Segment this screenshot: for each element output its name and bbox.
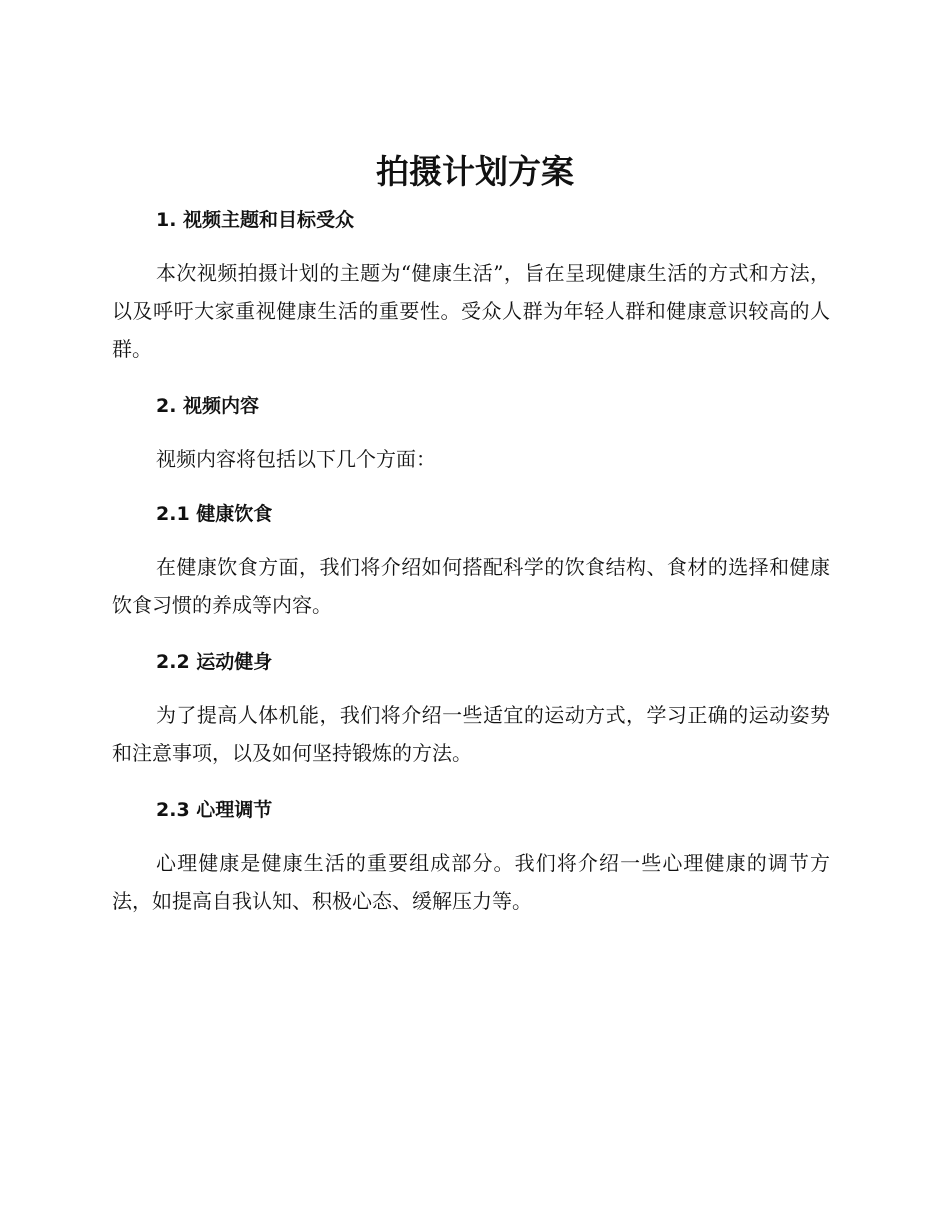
section-mental-adjustment	[112, 790, 830, 920]
section-paragraph: 为了提高人体机能，我们将介绍一些适宜的运动方式，学习正确的运动姿势和注意事项，以及如何坚持锻炼的方法。	[112, 703, 830, 765]
section-exercise-fitness	[112, 642, 830, 772]
section-video-content	[112, 386, 830, 478]
section-heading: 2.1 健康饮食	[156, 503, 273, 525]
section-heading: 1. 视频主题和目标受众	[156, 209, 355, 231]
section-heading: 2. 视频内容	[156, 395, 260, 417]
section-paragraph: 视频内容将包括以下几个方面：	[156, 447, 436, 471]
section-healthy-diet	[112, 494, 830, 624]
section-paragraph: 心理健康是健康生活的重要组成部分。我们将介绍一些心理健康的调节方法，如提高自我认知、积极心态、缓解压力等。	[112, 851, 830, 913]
section-heading: 2.3 心理调节	[156, 799, 273, 821]
section-paragraph: 本次视频拍摄计划的主题为“健康生活”，旨在呈现健康生活的方式和方法，以及呼吁大家重视健康生活的重要性。受众人群为年轻人群和健康意识较高的人群。	[112, 261, 830, 361]
section-theme-audience	[112, 200, 830, 368]
document-body	[112, 200, 830, 920]
section-paragraph: 在健康饮食方面，我们将介绍如何搭配科学的饮食结构、食材的选择和健康饮食习惯的养成等内容。	[112, 555, 830, 617]
section-heading: 2.2 运动健身	[156, 651, 273, 673]
document-title: 拍摄计划方案	[376, 152, 574, 191]
